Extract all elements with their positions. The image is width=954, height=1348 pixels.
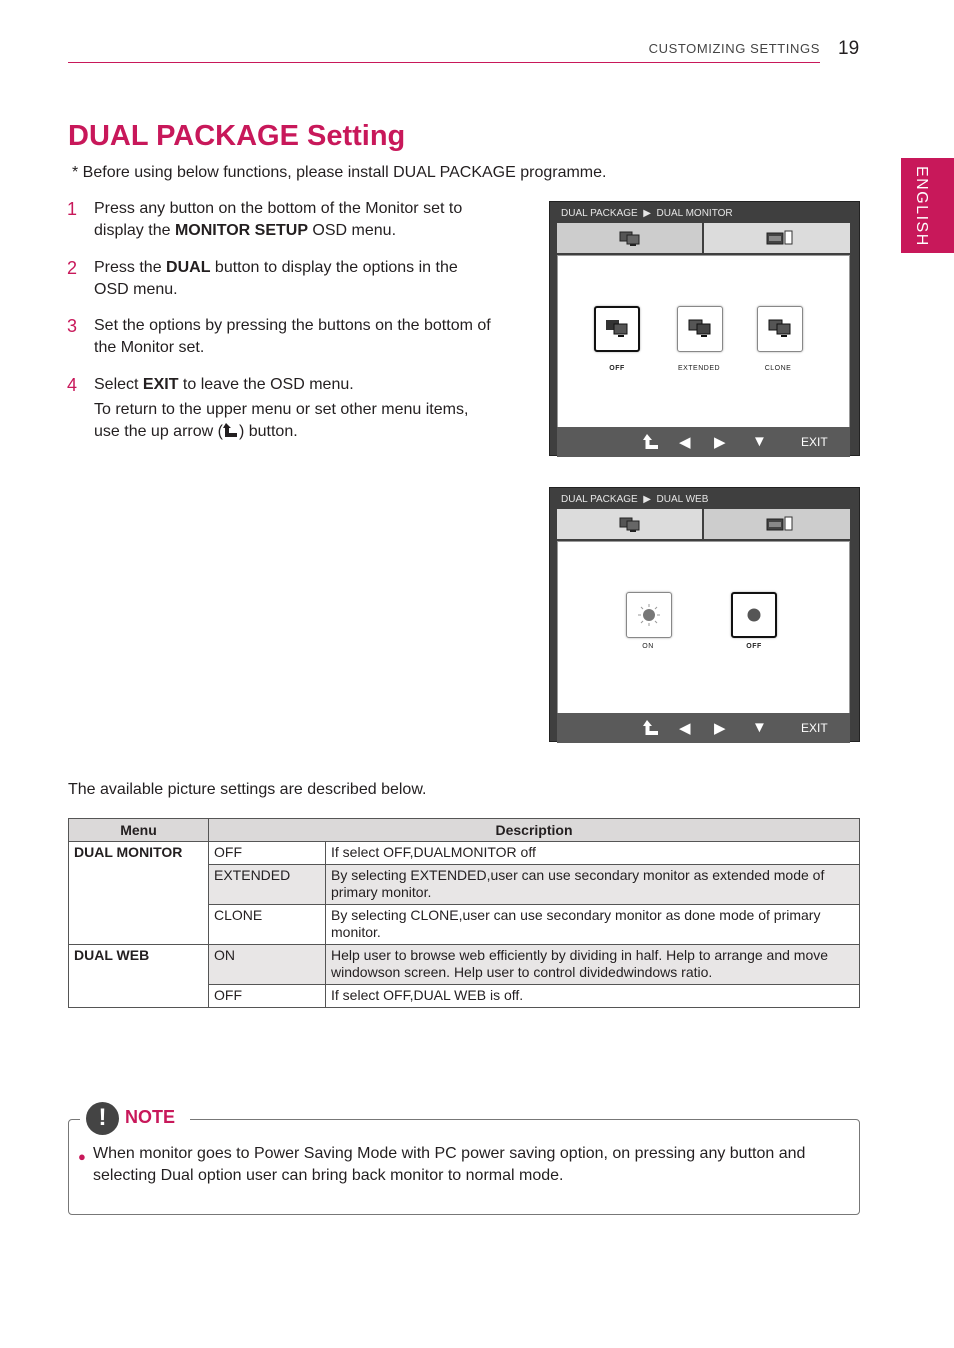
breadcrumb-root: DUAL PACKAGE: [561, 208, 638, 219]
exit-button[interactable]: EXIT: [801, 721, 828, 735]
left-arrow-icon[interactable]: ◀: [679, 434, 691, 451]
step-text-extra: [94, 399, 494, 443]
option-extended-button[interactable]: [677, 306, 723, 352]
down-arrow-icon[interactable]: ▼: [752, 719, 767, 736]
intro-note: * Before using below functions, please install DUAL PACKAGE programme.: [72, 164, 607, 181]
breadcrumb-current: DUAL MONITOR: [656, 208, 733, 219]
option-label: CLONE: [764, 365, 792, 372]
step-text-part: Select: [94, 376, 143, 393]
right-arrow-icon[interactable]: ▶: [714, 434, 726, 451]
tab-dual-monitor[interactable]: [557, 223, 702, 253]
description-cell: If select OFF,DUALMONITOR off: [326, 842, 860, 865]
tab-dual-web[interactable]: [704, 223, 850, 253]
step-number: 4: [67, 375, 78, 395]
step-number: 3: [67, 316, 78, 336]
step-text-part: Press any button on the bottom of the Monitor set to display the: [94, 200, 463, 239]
option-cell: OFF: [209, 985, 326, 1008]
step-text-part: OSD menu.: [307, 222, 397, 239]
return-arrow-icon[interactable]: [643, 719, 659, 737]
option-label: OFF: [746, 643, 762, 650]
dual-web-icon: [766, 230, 794, 246]
language-tab: [901, 158, 954, 253]
osd-dual-web: [549, 487, 860, 742]
clone-monitor-icon: [767, 318, 793, 340]
description-cell: If select OFF,DUAL WEB is off.: [326, 985, 860, 1008]
bullet-icon: ●: [78, 1149, 86, 1164]
settings-table: [68, 818, 860, 1008]
step-text-part: to leave the OSD menu.: [178, 376, 354, 393]
column-header-menu: Menu: [69, 819, 209, 842]
bulb-on-icon: [637, 603, 661, 627]
dual-monitor-off-icon: [604, 318, 630, 340]
option-cell: EXTENDED: [209, 865, 326, 905]
step-text-part: Set the options by pressing the buttons on the bottom of the Monitor set.: [94, 317, 491, 356]
osd-content: [557, 541, 850, 714]
osd-control-bar: [557, 427, 850, 457]
osd-tab-bar: [557, 509, 850, 540]
bulb-off-icon: [742, 603, 766, 627]
osd-breadcrumb: [561, 494, 708, 505]
breadcrumb-arrow-icon: ▶: [640, 494, 654, 505]
dual-monitor-icon: [619, 231, 641, 247]
running-header-section: CUSTOMIZING SETTINGS: [648, 41, 820, 56]
page-number: 19: [838, 38, 860, 59]
return-arrow-icon[interactable]: [643, 433, 659, 451]
option-on-button[interactable]: [626, 592, 672, 638]
breadcrumb-current: DUAL WEB: [656, 494, 709, 505]
option-label: OFF: [609, 365, 625, 372]
exit-button[interactable]: EXIT: [801, 435, 828, 449]
up-arrow-icon: [223, 421, 239, 439]
extended-monitor-icon: [687, 318, 713, 340]
header-rule: [68, 62, 820, 63]
option-cell: OFF: [209, 842, 326, 865]
table-row: [69, 842, 860, 865]
tab-dual-monitor[interactable]: [557, 509, 702, 539]
step-text: [94, 315, 494, 359]
down-arrow-icon[interactable]: ▼: [752, 433, 767, 450]
dual-monitor-icon: [619, 517, 641, 533]
option-off-button[interactable]: [731, 592, 777, 638]
step-text: [94, 374, 494, 396]
step-text-part: To return to the upper menu or set other menu items, use the up arrow (: [94, 401, 469, 440]
language-tab-label: ENGLISH: [913, 166, 930, 247]
breadcrumb-arrow-icon: ▶: [640, 208, 654, 219]
option-label: EXTENDED: [677, 365, 721, 372]
step-text-part: button to display the options in the OSD menu.: [94, 259, 458, 298]
step-number: 2: [67, 258, 78, 278]
tab-dual-web[interactable]: [704, 509, 850, 539]
description-cell: By selecting CLONE,user can use secondary monitor as done mode of primary monitor.: [326, 905, 860, 945]
step-text-part: Press the: [94, 259, 167, 276]
step-text-bold: EXIT: [142, 376, 179, 393]
step-text: [94, 257, 494, 301]
note-text: When monitor goes to Power Saving Mode with PC power saving option, on pressing any button and selecting Dual option user can bring back monitor to normal mode.: [93, 1145, 806, 1184]
description-cell: By selecting EXTENDED,user can use secondary monitor as extended mode of primary monitor.: [326, 865, 860, 905]
osd-content: [557, 255, 850, 428]
step-number: 1: [67, 199, 78, 219]
step-text: [94, 198, 494, 242]
option-cell: CLONE: [209, 905, 326, 945]
option-off-button[interactable]: [594, 306, 640, 352]
osd-control-bar: [557, 713, 850, 743]
exclamation-icon: [86, 1102, 119, 1135]
option-clone-button[interactable]: [757, 306, 803, 352]
osd-dual-monitor: [549, 201, 860, 456]
dual-web-icon: [766, 516, 794, 532]
left-arrow-icon[interactable]: ◀: [679, 720, 691, 737]
osd-tab-bar: [557, 223, 850, 254]
table-header-row: [69, 819, 860, 842]
breadcrumb-root: DUAL PACKAGE: [561, 494, 638, 505]
menu-cell: DUAL MONITOR: [69, 842, 209, 945]
right-arrow-icon[interactable]: ▶: [714, 720, 726, 737]
description-cell: Help user to browse web efficiently by dividing in half. Help to arrange and move windowson screen. Help user to control dividedwindows ratio.: [326, 945, 860, 985]
note-label: NOTE: [125, 1107, 176, 1127]
page-title: DUAL PACKAGE Setting: [68, 120, 406, 152]
option-cell: ON: [209, 945, 326, 985]
menu-cell: DUAL WEB: [69, 945, 209, 1008]
step-text-bold: DUAL: [166, 259, 211, 276]
osd-breadcrumb: [561, 208, 733, 219]
exclamation-glyph: !: [98, 1104, 107, 1131]
table-row: [69, 945, 860, 985]
step-text-part: ) button.: [238, 423, 298, 440]
table-intro: The available picture settings are described below.: [68, 781, 427, 798]
option-label: ON: [642, 643, 654, 650]
step-text-bold: MONITOR SETUP: [174, 222, 308, 239]
column-header-description: Description: [209, 819, 860, 842]
